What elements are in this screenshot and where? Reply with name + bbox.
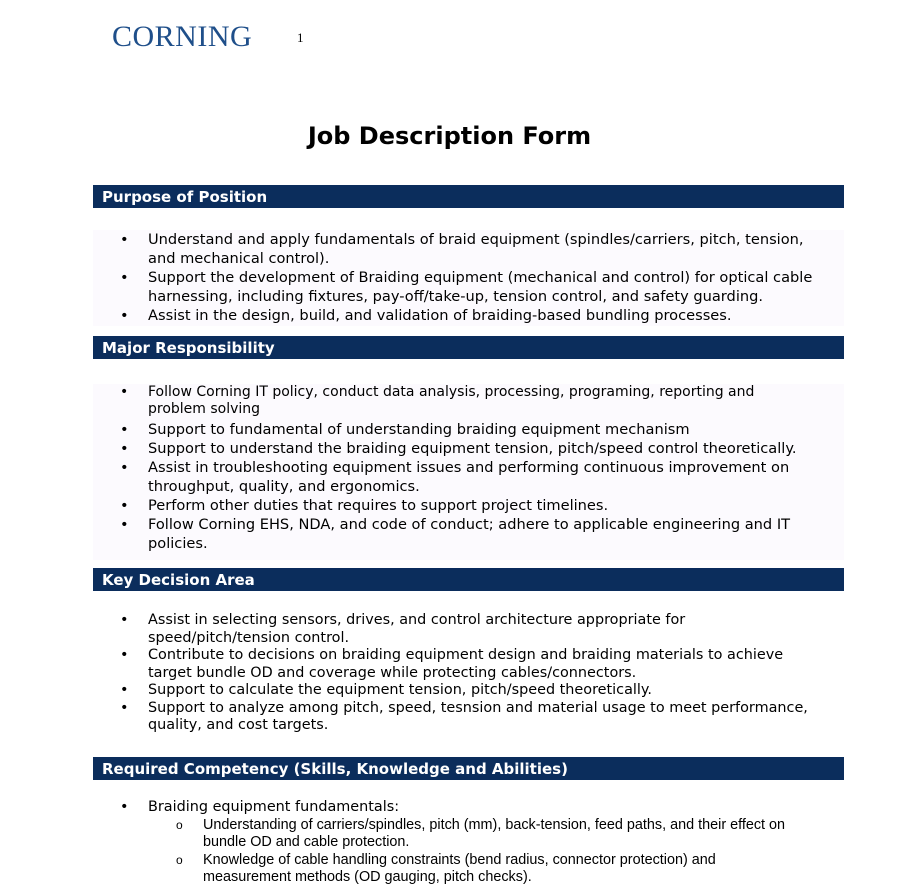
list-item: • Understand and apply fundamentals of braid equipment (spindles/carriers, pitch, tension, and mechanical control). [120, 231, 804, 267]
circle-bullet-icon: o [176, 852, 183, 867]
list-item: • Follow Corning IT policy, conduct data analysis, processing, programing, reporting and problem solving [120, 384, 755, 417]
list-item: • Assist in the design, build, and validation of braiding-based bundling processes. [120, 307, 732, 324]
list-item: • Follow Corning EHS, NDA, and code of conduct; adhere to applicable engineering and IT policies. [120, 516, 791, 552]
bullet-icon: • [120, 516, 129, 533]
list-item: • Support to fundamental of understanding braiding equipment mechanism [120, 421, 690, 438]
list-item: • Perform other duties that requires to support project timelines. [120, 497, 609, 514]
bullet-icon: • [120, 231, 129, 248]
section-body-required-competency [93, 799, 844, 887]
list-item: • Support the development of Braiding equipment (mechanical and control) for optical cable harnessing, including fixtures, pay-off/take-up, tension control, and safety guarding. [120, 269, 813, 305]
list-item: • Support to calculate the equipment tension, pitch/speed theoretically. [120, 682, 652, 698]
section-body-major-responsibility [93, 384, 844, 560]
list-item: • Support to analyze among pitch, speed, tesnsion and material usage to meet performance, quality, and cost targets. [120, 699, 808, 733]
purpose-list [93, 230, 844, 325]
list-item: • Support to understand the braiding equipment tension, pitch/speed control theoretically. [120, 440, 797, 457]
page-title: Job Description Form [307, 122, 592, 150]
bullet-icon: • [120, 647, 129, 663]
list-item: • Contribute to decisions on braiding equipment design and braiding materials to achieve target bundle OD and coverage while protecting cables/connectors. [120, 647, 784, 681]
bullet-icon: • [120, 459, 129, 476]
bullet-icon: • [120, 440, 129, 457]
bullet-icon: • [120, 384, 129, 400]
list-item: • Assist in troubleshooting equipment issues and performing continuous improvement on throughput, quality, and ergonomics. [120, 459, 790, 495]
sub-list-item: o Understanding of carriers/spindles, pitch (mm), back-tension, feed paths, and their effect on bundle OD and cable protection. [176, 816, 786, 850]
section-body-purpose [93, 230, 844, 326]
section-header-required-competency: Required Competency (Skills, Knowledge and Abilities) [93, 757, 844, 780]
bullet-icon: • [120, 682, 129, 698]
decision-list [93, 612, 844, 735]
responsibility-list [93, 384, 844, 553]
bullet-icon: • [120, 307, 129, 324]
page-number: 1 [297, 30, 304, 45]
circle-bullet-icon: o [176, 817, 183, 832]
section-body-key-decision-area [93, 612, 844, 735]
bullet-icon: • [120, 612, 129, 628]
bullet-icon: • [120, 497, 129, 514]
list-item: • Braiding equipment fundamentals: [120, 799, 400, 815]
sub-list-item: o Knowledge of cable handling constraints (bend radius, connector protection) and measurement methods (OD gauging, pitch checks). [176, 851, 716, 885]
competency-sublist [93, 817, 844, 887]
corning-logo: CORNING [112, 20, 253, 53]
bullet-icon: • [120, 799, 129, 815]
list-item: • Assist in selecting sensors, drives, and control architecture appropriate for speed/pitch/tension control. [120, 612, 686, 646]
bullet-icon: • [120, 269, 129, 286]
section-header-major-responsibility: Major Responsibility [93, 336, 844, 359]
section-header-key-decision-area: Key Decision Area [93, 568, 844, 591]
section-header-purpose: Purpose of Position [93, 185, 844, 208]
bullet-icon: • [120, 699, 129, 716]
competency-list [93, 799, 844, 817]
bullet-icon: • [120, 421, 129, 438]
